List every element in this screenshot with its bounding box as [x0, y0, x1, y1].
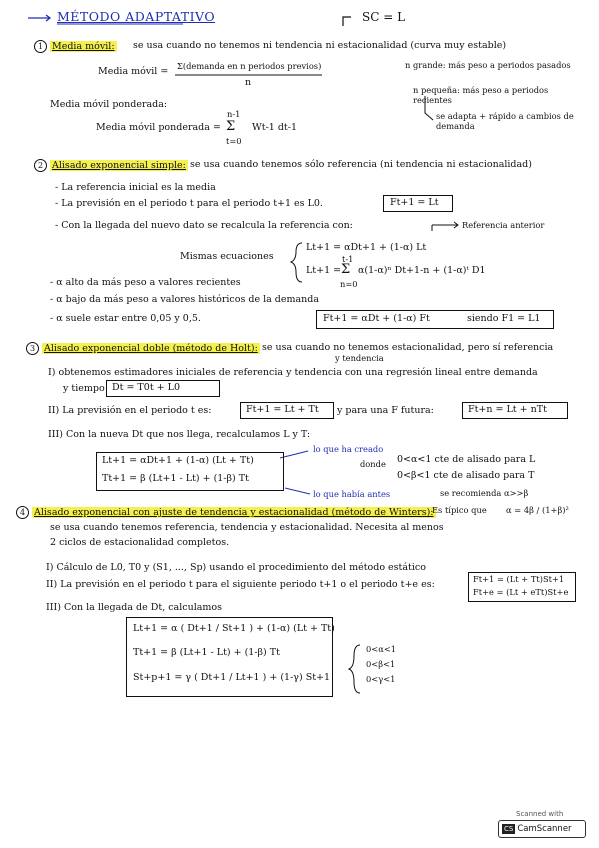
section-3-desc: se usa cuando no tenemos estacionalidad, pero sí referencia	[262, 342, 554, 353]
sc-label: SC = L	[362, 10, 406, 24]
section-4-desc: se usa cuando tenemos referencia, tendencia y estacionalidad. Necesita al menos	[50, 522, 444, 533]
s2-bullet-3: - Con la llegada del nuevo dato se recalcula la referencia con:	[55, 220, 353, 231]
tipico-note: Es típico que	[432, 505, 487, 515]
donde-label: donde	[360, 459, 386, 469]
ponderada-title: Media móvil ponderada:	[50, 99, 168, 110]
n-grande-note: n grande: más peso a periodos pasados	[405, 60, 571, 70]
ponderada-sum-top: n-1	[227, 109, 241, 119]
adapta-note: se adapta + rápido a cambios de demanda	[436, 111, 574, 131]
section-1-desc: se usa cuando no tenemos ni tendencia ni estacionalidad (curva muy estable)	[133, 40, 507, 51]
winters-ft1: Ft+1 = (Lt + Tt)St+1	[473, 574, 565, 584]
mismas-ecuaciones: Mismas ecuaciones	[180, 251, 274, 262]
formula-box-ft-simple	[316, 310, 554, 329]
winters-const-gamma: 0<γ<1	[366, 674, 396, 684]
formula-ft1: Ft+1 = Lt	[390, 197, 439, 208]
lo-que-habia-antes-note: lo que había antes	[313, 489, 391, 499]
winters-step-1: I) Cálculo de L0, T0 y (S1, ..., Sp) usando el procedimiento del método estático	[46, 562, 426, 573]
holt-step-2: II) La previsión en el periodo t es:	[48, 405, 212, 416]
holt-eq-L: Lt+1 = αDt+1 + (1-α) (Lt + Tt)	[102, 455, 254, 466]
winters-step-2: II) La previsión en el periodo t para el siguiente periodo t+1 o el periodo t+e es:	[46, 579, 435, 590]
winters-const-beta: 0<β<1	[366, 659, 396, 669]
media-movil-denominator: n	[245, 77, 252, 88]
section-3-desc-2: y tendencia	[335, 353, 384, 363]
formula-box-ftn	[462, 402, 568, 419]
holt-step-1: I) obtenemos estimadores iniciales de referencia y tendencia con una regresión lineal entre demanda	[48, 367, 538, 378]
formula-box-ft1	[383, 195, 453, 212]
scanned-with-label: Scanned with	[516, 810, 564, 818]
ponderada-sum-bottom: t=0	[226, 136, 242, 146]
s2-bullet-6: - α suele estar entre 0,05 y 0,5.	[50, 313, 201, 324]
recomienda-note: se recomienda α>>β	[440, 488, 529, 498]
lo-que-ha-creado-note: lo que ha creado	[313, 444, 384, 454]
section-2-title: Alisado exponencial simple:	[52, 160, 186, 171]
s2-bullet-5: - α bajo da más peso a valores históricos de la demanda	[50, 294, 320, 305]
section-2-heading	[34, 159, 188, 172]
holt-step-2b: y para una F futura:	[337, 405, 434, 416]
formula-box-ft1-holt	[240, 402, 334, 419]
formula-box-dt	[106, 380, 220, 397]
eq-sum-top: t-1	[342, 254, 354, 264]
winters-eq-L: Lt+1 = α ( Dt+1 / St+1 ) + (1-α) (Lt + Tt)	[133, 623, 335, 634]
holt-step-3: III) Con la nueva Dt que nos llega, recalculamos L y T:	[48, 429, 311, 440]
camscanner-badge	[498, 820, 586, 838]
winters-eq-T: Tt+1 = β (Lt+1 - Lt) + (1-β) Tt	[133, 647, 280, 658]
ponderada-rhs: Wt-1 dt-1	[252, 122, 298, 133]
winters-const-alpha: 0<α<1	[366, 644, 397, 654]
eq-lt1-sum-lhs: Lt+1 =	[306, 265, 342, 276]
formula-box-winters	[126, 617, 333, 697]
holt-eq-T: Tt+1 = β (Lt+1 - Lt) + (1-β) Tt	[102, 473, 249, 484]
formula-ft-simple: Ft+1 = αDt + (1-α) Ft	[323, 313, 430, 324]
media-movil-numerator: Σ(demanda en n periodos previos)	[177, 61, 322, 71]
section-4-number: 4	[16, 506, 29, 519]
n-pequena-note: n pequeña: más peso a periodos recientes	[413, 85, 549, 105]
formula-ft1-holt: Ft+1 = Lt + Tt	[246, 404, 319, 415]
section-3-heading	[26, 342, 260, 355]
const-alpha: 0<α<1 cte de alisado para L	[397, 454, 536, 465]
section-3-number: 3	[26, 342, 39, 355]
winters-fte: Ft+e = (Lt + eTt)St+e	[473, 587, 569, 597]
camscanner-brand: CamScanner	[517, 824, 572, 834]
camscanner-logo-icon: CS	[504, 825, 514, 833]
eq-lt1-sum-rhs: α(1-α)ⁿ Dt+1-n + (1-α)ᵗ D1	[358, 265, 486, 276]
ponderada-sum: Σ	[226, 119, 236, 134]
holt-step-1b: y tiempo	[63, 383, 105, 394]
s2-bullet-2: - La previsión en el periodo t para el periodo t+1 es L0.	[55, 198, 323, 209]
section-2-number: 2	[34, 159, 47, 172]
s2-bullet-4: - α alto da más peso a valores recientes	[50, 277, 241, 288]
eq-sum-sign: Σ	[341, 262, 351, 277]
camscanner-watermark	[498, 810, 584, 836]
section-4-heading	[16, 506, 436, 519]
media-movil-lhs: Media móvil =	[98, 66, 169, 77]
section-4-title: Alisado exponencial con ajuste de tendencia y estacionalidad (método de Winters):	[34, 507, 434, 518]
section-4-desc-2: 2 ciclos de estacionalidad completos.	[50, 537, 230, 548]
siendo-note: siendo F1 = L1	[467, 313, 541, 324]
section-1-heading	[34, 40, 117, 53]
formula-dt: Dt = T0t + L0	[112, 382, 180, 393]
tipico-formula: α = 4β / (1+β)²	[506, 505, 569, 515]
ponderada-lhs: Media móvil ponderada =	[96, 122, 221, 133]
eq-lt1-recursive: Lt+1 = αDt+1 + (1-α) Lt	[306, 242, 427, 253]
section-1-number: 1	[34, 40, 47, 53]
page-title: MÉTODO ADAPTATIVO	[57, 9, 216, 24]
referencia-anterior-note: Referencia anterior	[462, 220, 545, 230]
const-beta: 0<β<1 cte de alisado para T	[397, 470, 535, 481]
winters-eq-S: St+p+1 = γ ( Dt+1 / Lt+1 ) + (1-γ) St+1	[133, 672, 331, 683]
formula-box-holt	[96, 452, 284, 491]
winters-step-3: III) Con la llegada de Dt, calculamos	[46, 602, 223, 613]
section-3-title: Alisado exponencial doble (método de Holt):	[44, 343, 258, 354]
eq-sum-bottom: n=0	[340, 279, 358, 289]
formula-ftn: Ft+n = Lt + nTt	[468, 404, 547, 415]
formula-box-winters-forecast	[468, 572, 576, 602]
section-1-title: Media móvil:	[52, 41, 115, 52]
s2-bullet-1: - La referencia inicial es la media	[55, 182, 216, 193]
section-2-desc: se usa cuando tenemos sólo referencia (ni tendencia ni estacionalidad)	[190, 159, 532, 170]
